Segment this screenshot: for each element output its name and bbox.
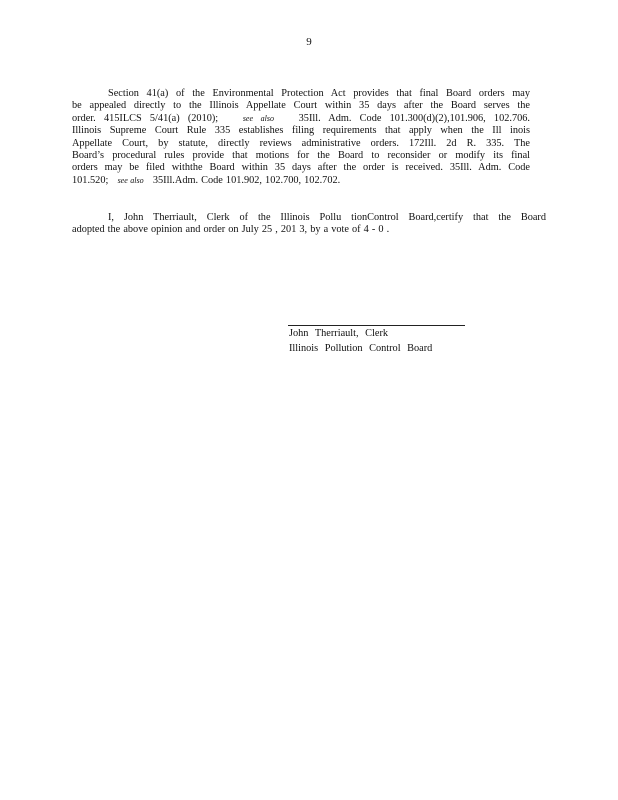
citation-text: 35Ill.Adm. Code 101.902, 102.700, 102.702. [152, 174, 341, 186]
clerk-certification-paragraph [72, 212, 546, 237]
see-also-signal: see also [117, 175, 144, 185]
paragraph-line: Section 41(a) of the Environmental Protection Act provides that final Board orders may [108, 88, 530, 99]
citation-text: order. 415ILCS 5/41(a) (2010); [72, 112, 219, 124]
paragraph-line: orders may be filed withthe Board within 35 days after the order is received. 35Ill. Adm. Code [72, 162, 530, 174]
paragraph-line [72, 113, 530, 125]
signatory-name-title: John Therriault, Clerk [289, 328, 389, 339]
paragraph-line: Illinois Supreme Court Rule 335 establishes filing requirements that apply when the Ill inois [72, 125, 530, 137]
signature-block [289, 327, 432, 356]
paragraph-line: Appellate Court, by statute, directly reviews administrative orders. 172Ill. 2d R. 335. The [72, 137, 530, 149]
signatory-organization: Illinois Pollution Control Board [289, 342, 433, 354]
paragraph-line [72, 175, 530, 187]
signature-line [288, 325, 465, 326]
paragraph-line: Board’s procedural rules provide that motions for the Board to reconsider or modify its final [72, 150, 530, 162]
paragraph-line: I, John Therriault, Clerk of the Illinois Pollu tionControl Board,certify that the Board [108, 212, 546, 223]
paragraph-line: adopted the above opinion and order on July 25 , 201 3, by a vote of 4 - 0 . [72, 224, 390, 236]
citation-text: 101.520; [72, 174, 109, 186]
paragraph-line: be appealed directly to the Illinois Appellate Court within 35 days after the Board serves the [72, 100, 530, 112]
appeal-rights-paragraph [72, 88, 530, 187]
citation-text: 35Ill. Adm. Code 101.300(d)(2),101.906, 102.706. [298, 112, 530, 124]
page-number: 9 [306, 36, 312, 48]
see-also-signal: see also [242, 113, 274, 123]
